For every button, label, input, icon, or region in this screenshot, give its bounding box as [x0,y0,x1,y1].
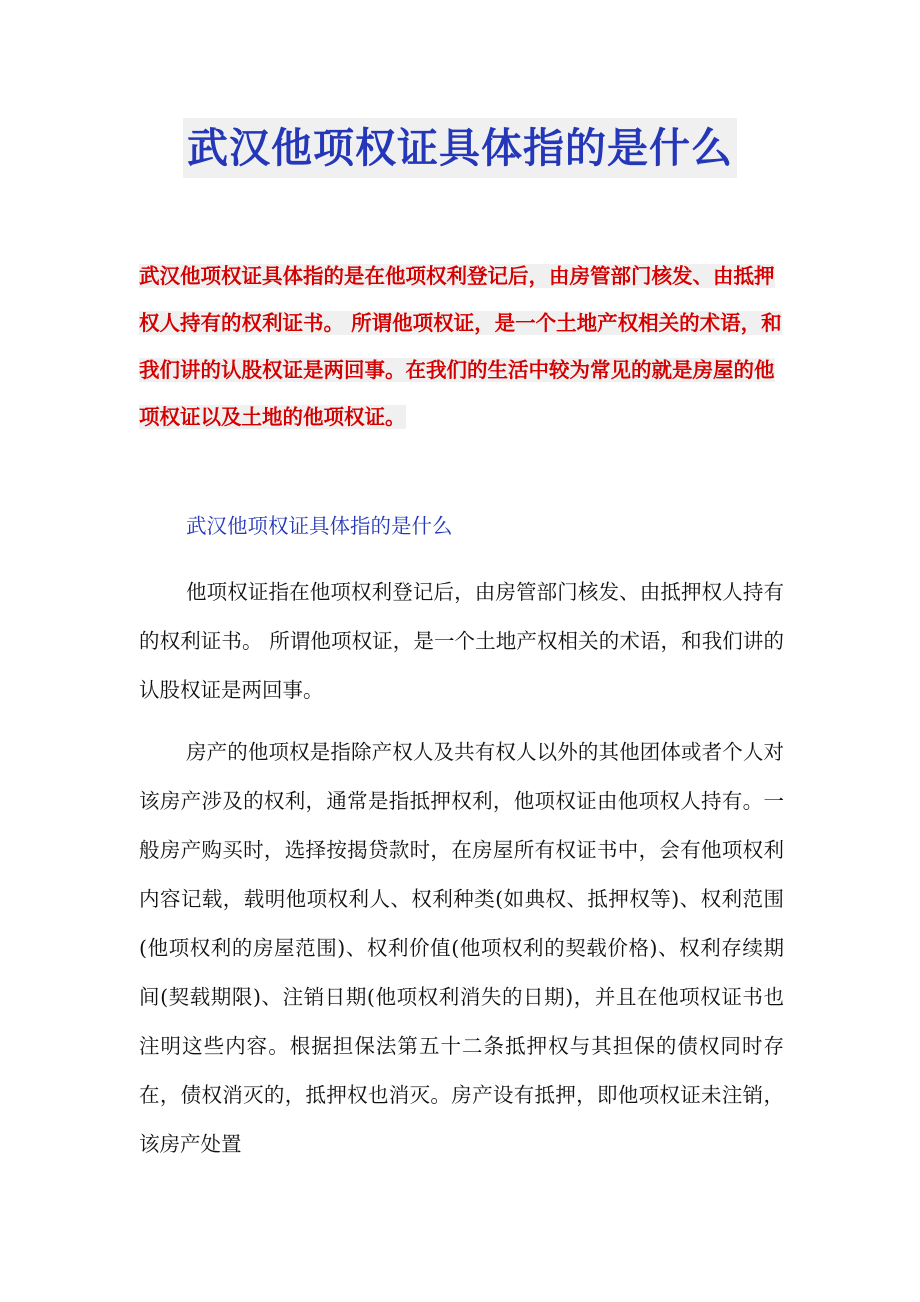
body-paragraph-1: 他项权证指在他项权利登记后，由房管部门核发、由抵押权人持有的权利证书。 所谓他项权证，是一个土地产权相关的术语，和我们讲的认股权证是两回事。 [139,580,784,702]
page-title: 武汉他项权证具体指的是什么 [183,118,737,178]
intro-paragraph [139,253,787,441]
title-container [0,118,920,178]
intro-text: 武汉他项权证具体指的是在他项权利登记后，由房管部门核发、由抵押权人持有的权利证书。 所谓他项权证，是一个土地产权相关的术语，和我们讲的认股权证是两回事。在我们的生活中较为常见的就是房屋的他项权证以及土地的他项权证。 [139,264,782,429]
section-heading: 武汉他项权证具体指的是什么 [186,514,453,538]
body-paragraph-2: 房产的他项权是指除产权人及共有权人以外的其他团体或者个人对该房产涉及的权利，通常是指抵押权利，他项权证由他项权人持有。一般房产购买时，选择按揭贷款时，在房屋所有权证书中，会有他项权利内容记载，载明他项权利人、权利种类(如典权、抵押权等)、权利范围(他项权利的房屋范围)、权利价值(他项权利的契载价格)、权利存续期间(契载期限)、注销日期(他项权利消失的日期)，并且在他项权证书也注明这些内容。根据担保法第五十二条抵押权与其担保的债权同时存在，债权消灭的，抵押权也消灭。房产设有抵押，即他项权证未注销，该房产处置 [139,740,784,1156]
